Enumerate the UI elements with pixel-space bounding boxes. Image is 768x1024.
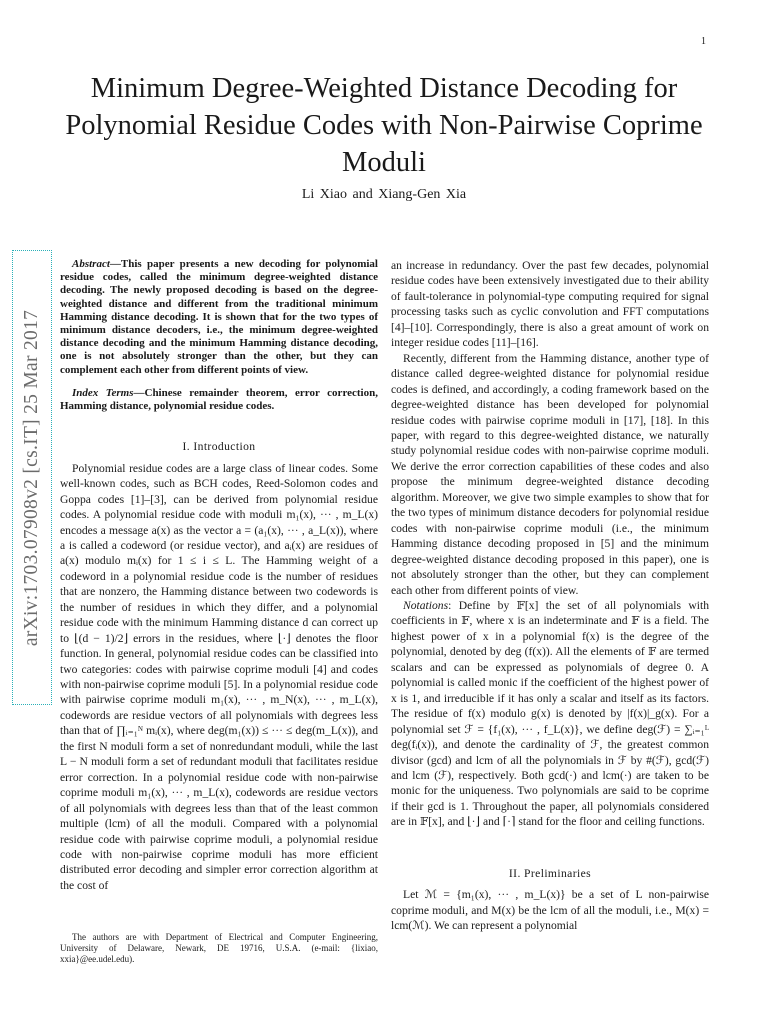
arxiv-stamp-text: arXiv:1703.07908v2 [cs.IT] 25 Mar 2017 [21,309,42,646]
notations-paragraph [391,598,709,830]
intro-paragraph-2: Recently, different from the Hamming distance, another type of distance called degree-weighted distance for polynomial residue codes is defined, and accordingly, a coding framework based on the degree-weighted distance has been developed for polynomial residue codes with pairwise coprime moduli in [17], [18]. In this paper, with regard to this degree-weighted distance, we naturally study polynomial residue codes with non-pairwise coprime moduli. We derive the error correction capabilities of these codes and also propose the minimum degree-weighted distance decoding algorithm. Moreover, we give two simple examples to show that for the two types of minimum distance decoders for polynomial residue codes with non-pairwise coprime moduli (i.e., the minimum Hamming distance decoding proposed in [5] and the minimum degree-weighted distance decoding proposed in this paper), one is not absolutely stronger than the other, but they can complement each other from different points of view. [391,351,709,597]
paper-title: Minimum Degree-Weighted Distance Decoding for Polynomial Residue Codes with Non-Pairwise Coprime Moduli [65,73,703,178]
notations-label: Notations [403,598,449,612]
left-column [60,258,378,893]
section-heading-preliminaries: II. Preliminaries [508,866,592,880]
intro-paragraph-1: Polynomial residue codes are a large class of linear codes. Some well-known codes, such as BCH codes, Reed-Solomon codes and Goppa codes [1]–[3], can be derived from polynomial residue codes. A polynomial residue code with moduli m₁(x), ··· , m_L(x) encodes a message a(x) as the vector a = (a₁(x), ··· , a_L(x)), where a is called a codeword (or residue vector), and aᵢ(x) are residues of a(x) modulo mᵢ(x) for 1 ≤ i ≤ L. The Hamming weight of a codeword in a polynomial residue code is the number of residues that are nonzero, the Hamming distance between two codewords is the number of residues in which they differ, and a polynomial residue code with the minimum Hamming distance d can correct up to ⌊(d − 1)/2⌋ errors in the residues, where ⌊·⌋ denotes the floor function. In general, polynomial residue codes can be classified into two categories: codes with pairwise coprime moduli [4] and codes with non-pairwise coprime moduli [5]. In a polynomial residue code with pairwise coprime moduli m₁(x), ··· , m_N(x), ··· , m_L(x), codewords are residue vectors of all polynomials with degrees less than that of ∏ᵢ₌₁ᴺ mᵢ(x), where deg(m₁(x)) ≤ ··· ≤ deg(m_L(x)), and the first N moduli form a set of nonredundant moduli, while the last L − N moduli form a set of redundant moduli that facilitates residue error correction. In a polynomial residue code with non-pairwise coprime moduli m₁(x), ··· , m_L(x), codewords are residue vectors of all polynomials with degrees less than that of the least common multiple (lcm) of all the moduli. Compared with a polynomial residue code with pairwise coprime moduli, a polynomial residue code with non-pairwise coprime moduli has more efficient distributed error decoding and simpler error correction algorithm at the cost of [60,461,378,892]
index-terms-text: —Chinese remainder theorem, error correction, Hamming distance, polynomial residue codes. [60,386,378,413]
index-terms [60,387,378,413]
section-heading-introduction: I. Introduction [182,440,256,454]
index-terms-label: Index Terms [72,386,134,399]
footnote-text: The authors are with Department of Electrical and Computer Engineering, University of Delaware, Newark, DE 19716, U.S.A. (e-mail: {lixiao, xxia}@ee.udel.edu). [60,932,378,965]
abstract-text: —This paper presents a new decoding for polynomial residue codes, called the minimum degree-weighted distance decoding. The newly proposed decoding is based on the degree-weighted distance and different from the traditional minimum Hamming distance decoding. It is shown that for the two types of minimum distance decoders, i.e., the minimum degree-weighted distance decoding and the minimum Hamming distance decoding, one is not absolutely stronger than the other, but they can complement each other from different points of view. [60,258,378,376]
page-number: 1 [701,36,706,47]
abstract-label: Abstract [72,258,110,270]
preliminaries-paragraph: Let ℳ = {m₁(x), ··· , m_L(x)} be a set of L non-pairwise coprime moduli, and M(x) be the lcm of all the moduli, i.e., M(x) = lcm(ℳ). We can represent a polynomial [391,888,709,933]
paper-authors: Li Xiao and Xiang-Gen Xia [301,187,467,202]
author-footnote [60,932,378,966]
right-column [391,258,709,934]
arxiv-stamp [12,250,52,705]
abstract [60,258,378,377]
intro-paragraph-continued: an increase in redundancy. Over the past few decades, polynomial residue codes have been extensively investigated due to their ability of fault-tolerance in polynomial-type computing required for signal processing tasks such as cyclic convolution and FFT computations [4]–[10]. Correspondingly, there is also a great amount of work on integer residue codes [11]–[16]. [391,259,709,350]
notations-text: : Define by 𝔽[x] the set of all polynomials with coefficients in 𝔽, where x is an indeterminate and 𝔽 is a field. The highest power of x in a polynomial f(x) is the degree of the polynomial, denoted by deg (f(x)). All the elements of 𝔽 are termed scalars and can be expressed as polynomials of degree 0. A polynomial is called monic if the coefficient of the highest power of x is 1, and irreducible if it has only a scalar and itself as its factors. The residue of f(x) modulo g(x) is denoted by |f(x)|_g(x). For a polynomial set ℱ = {f₁(x), ··· , f_L(x)}, we define deg(ℱ) = ∑ᵢ₌₁ᴸ deg(fᵢ(x)), and denote the cardinality of ℱ, the greatest common divisor (gcd) and lcm of all the polynomials in ℱ by #(ℱ), gcd(ℱ) and lcm (ℱ), respectively. Both gcd(·) and lcm(·) are taken to be monic for the uniqueness. Two polynomials are said to be coprime if their gcd is 1. Throughout the paper, all polynomials considered are in 𝔽[x], and ⌊·⌋ and ⌈·⌉ stand for the floor and ceiling functions. [391,598,709,829]
